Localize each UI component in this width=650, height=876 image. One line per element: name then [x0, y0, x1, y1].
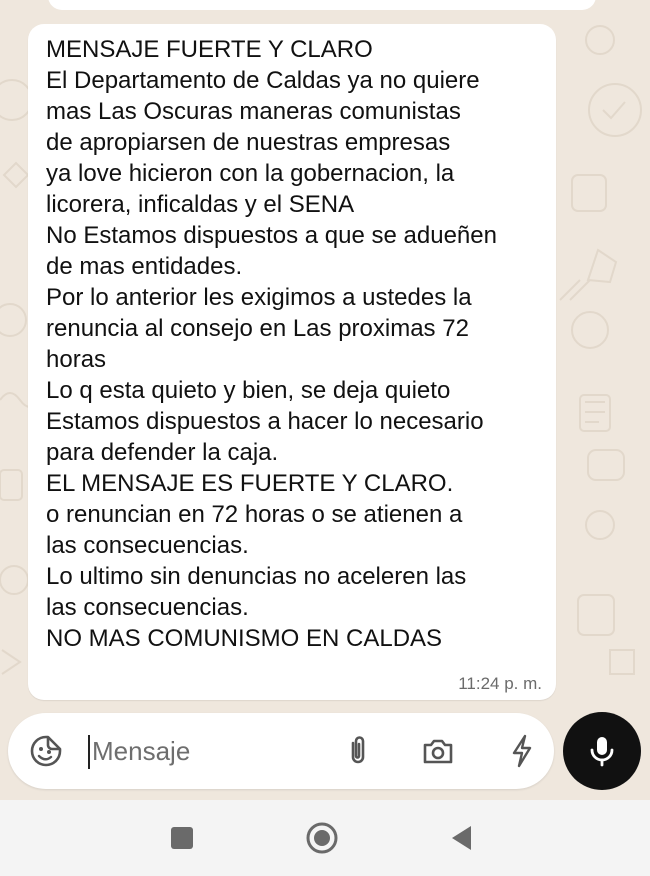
message-line: mas Las Oscuras maneras comunistas	[46, 98, 461, 125]
message-line: o renuncian en 72 horas o se atienen a	[46, 501, 463, 528]
circle-home-icon[interactable]	[304, 820, 340, 856]
message-line: Por lo anterior les exigimos a ustedes la	[46, 284, 472, 311]
message-line: de mas entidades.	[46, 253, 243, 280]
message-composer	[8, 713, 554, 789]
message-input[interactable]	[92, 731, 332, 771]
message-timestamp: 11:24 p. m.	[458, 674, 542, 693]
message-line: El Departamento de Caldas ya no quiere	[46, 67, 480, 94]
message-line: No Estamos dispuestos a que se adueñen	[46, 222, 497, 249]
message-line: las consecuencias.	[46, 594, 249, 621]
paperclip-icon[interactable]	[340, 733, 376, 769]
message-line: de apropiarsen de nuestras empresas	[46, 129, 451, 156]
voice-record-button[interactable]	[563, 712, 641, 790]
microphone-icon	[584, 733, 620, 769]
lightning-icon[interactable]	[504, 733, 540, 769]
square-recents-icon[interactable]	[164, 820, 200, 856]
previous-message-bubble	[48, 0, 596, 10]
message-line: Lo q esta quieto y bien, se deja quieto	[46, 377, 451, 404]
message-bubble[interactable]	[28, 24, 556, 700]
message-line: licorera, inficaldas y el SENA	[46, 191, 355, 218]
message-line: NO MAS COMUNISMO EN CALDAS	[46, 625, 443, 652]
system-navigation-bar	[0, 800, 650, 876]
text-cursor	[88, 735, 90, 769]
message-line: Estamos dispuestos a hacer lo necesario	[46, 408, 484, 435]
message-line: renuncia al consejo en Las proximas 72	[46, 315, 469, 342]
message-line: horas	[46, 346, 107, 373]
message-line: para defender la caja.	[46, 439, 279, 466]
message-text	[46, 34, 546, 654]
camera-icon[interactable]	[420, 733, 456, 769]
message-line: las consecuencias.	[46, 532, 249, 559]
message-line: EL MENSAJE ES FUERTE Y CLARO.	[46, 470, 454, 497]
message-line: ya love hicieron con la gobernacion, la	[46, 160, 455, 187]
triangle-back-icon[interactable]	[444, 820, 480, 856]
sticker-icon[interactable]	[28, 733, 64, 769]
message-line: MENSAJE FUERTE Y CLARO	[46, 36, 373, 63]
message-line: Lo ultimo sin denuncias no aceleren las	[46, 563, 467, 590]
